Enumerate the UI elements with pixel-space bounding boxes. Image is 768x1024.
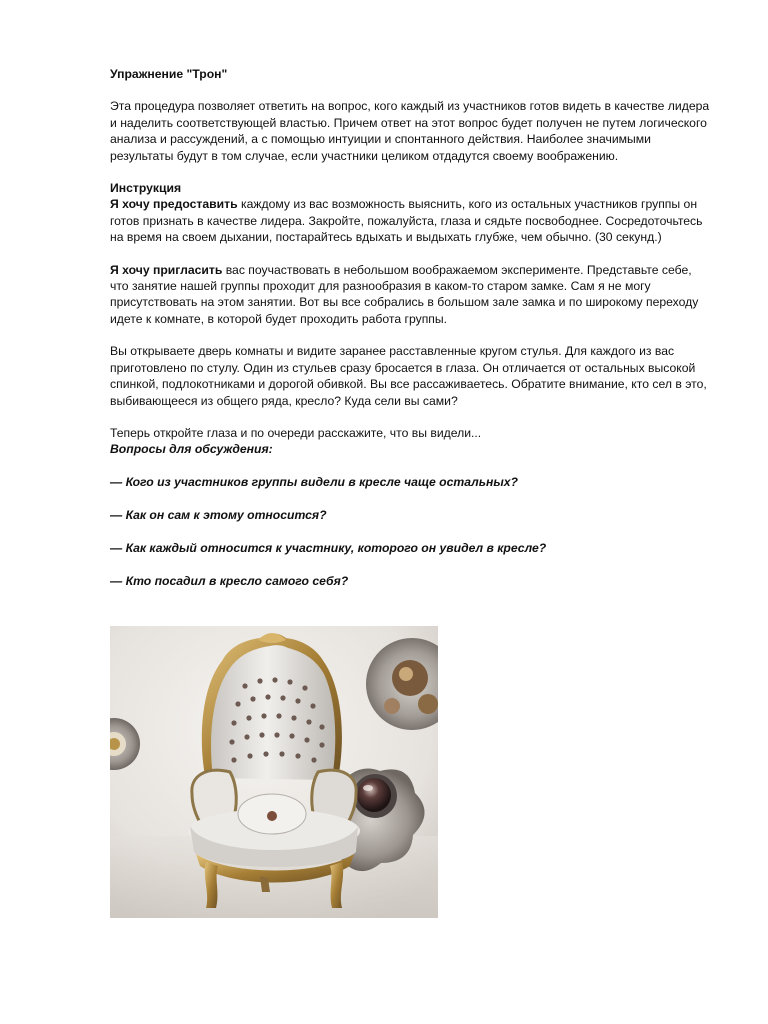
instruction-paragraph-3: Вы открываете дверь комнаты и видите заранее расставленные кругом стулья. Для каждого из вас приготовлено по стулу. Один из стульев сразу бросается в глаза. Он отличается от остальных высокой спинкой, подлокотниками и дорогой обивкой. Вы все рассаживаетесь. Обратите внимание, кто сел в это, выбивающееся из общего ряда, кресло? Куда сели вы сами? [110,344,707,408]
paragraph-text: каждому из вас возможность выяснить, кого из остальных участников группы он готов признать в качестве лидера. Закройте, пожалуйста, глаза и сядьте посвободнее. Сосредоточьтесь на время на своем дыхании, постарайтесь вдыхать и выдыхать глубже, чем обычно. (30 секунд.) [110,197,703,245]
discussion-question: — Кто посадил в кресло самого себя? [110,573,349,588]
intro-paragraph: Эта процедура позволяет ответить на вопрос, кого каждый из участников готов видеть в качестве лидера и наделить соответствующей властью. Причем ответ на этот вопрос будет получен не путем логического анализа и рассуждений, а с помощью интуиции и спонтанного действия. Наиболее значимыми результаты будут в том случае, если участники целиком отдадутся своему воображению. [110,99,710,163]
document-title: Упражнение "Трон" [110,67,228,81]
discussion-heading: Вопросы для обсуждения: [110,442,273,457]
paragraph-text: вас поучаствовать в небольшом воображаемом эксперименте. Представьте себе, что занятие нашей группы проходит для разнообразия в каком-то старом замке. Сам я не могу присутствовать на этом занятии. Вот вы все собрались в большом зале замка и по широкому переходу идете к комнате, в которой будет проходить работа группы. [110,262,699,326]
paragraph-lead: Я хочу предоставить [110,197,238,212]
paragraph-lead: Я хочу пригласить [110,262,223,277]
throne-chair-photo [110,626,438,918]
discussion-question: — Как он сам к этому относится? [110,508,327,523]
instruction-paragraph-1 [110,196,710,245]
instruction-paragraph-2 [110,262,710,328]
discussion-question: — Как каждый относится к участнику, которого он увидел в кресле? [110,541,547,556]
instruction-heading: Инструкция [110,181,182,196]
document-page [110,66,710,589]
discussion-question: — Кого из участников группы видели в кресле чаще остальных? [110,475,518,490]
instruction-paragraph-4: Теперь откройте глаза и по очереди расскажите, что вы видели... [110,425,482,440]
